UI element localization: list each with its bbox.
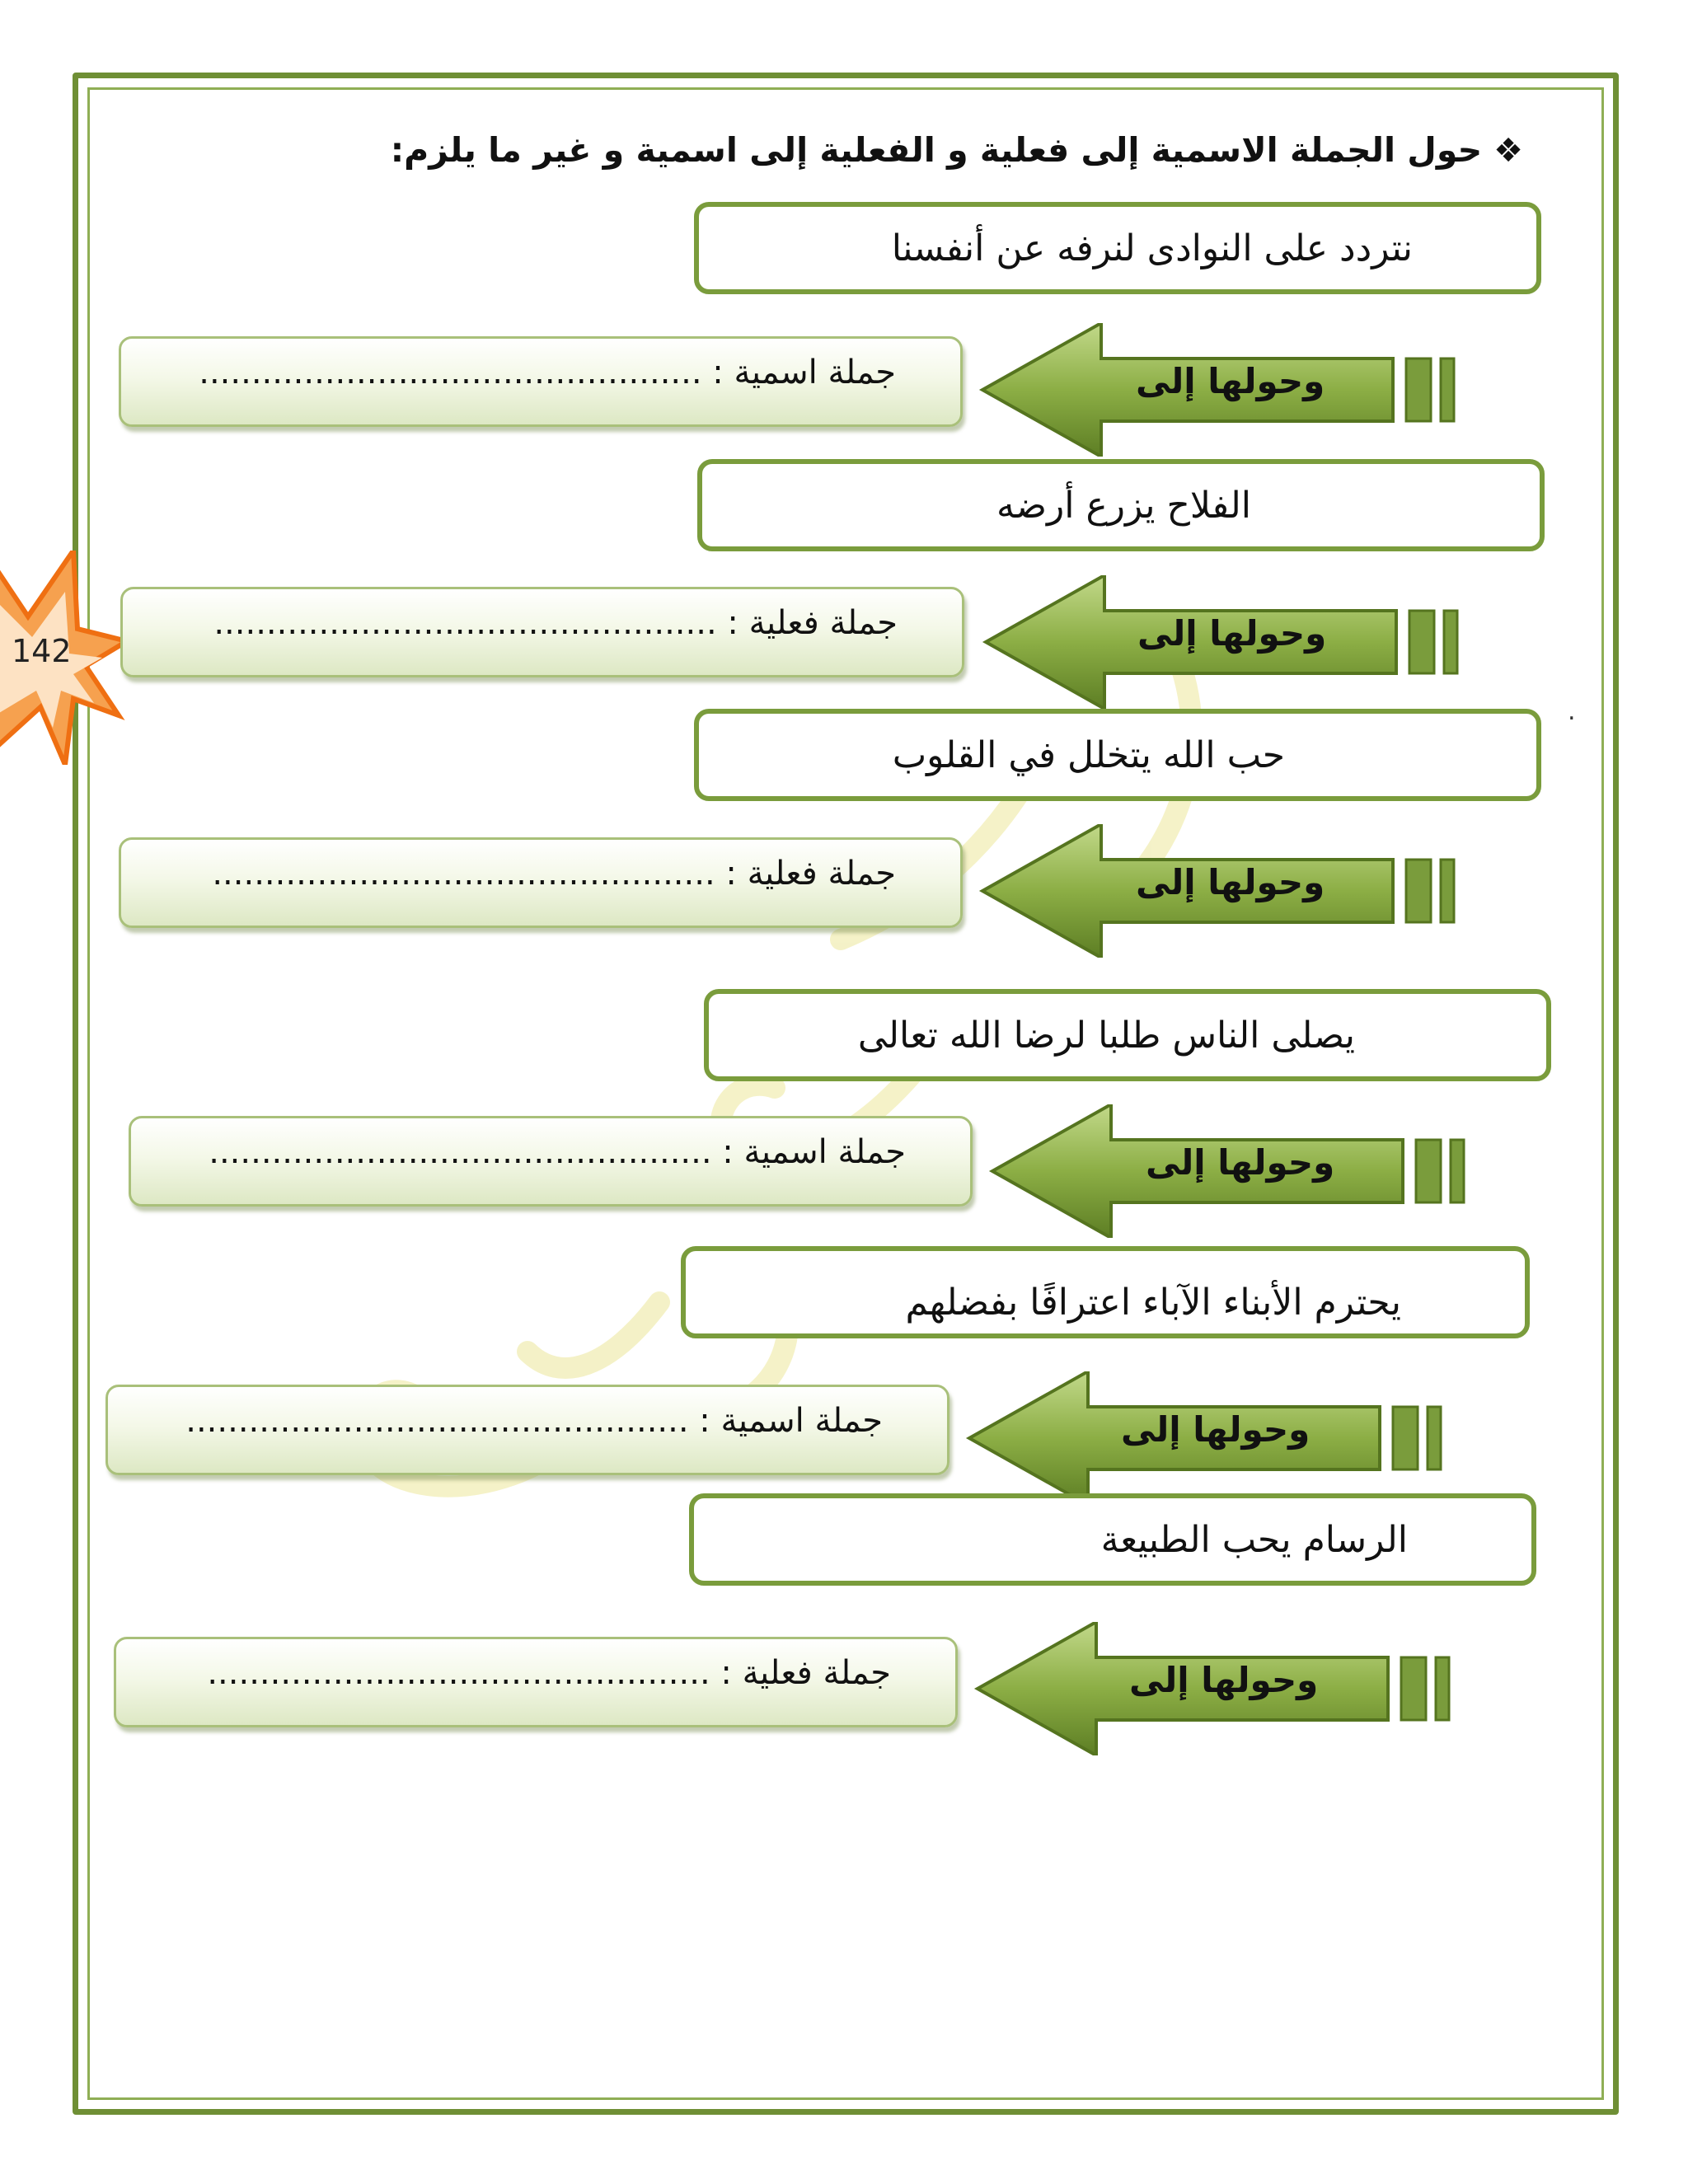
answer-box[interactable] <box>129 1116 973 1207</box>
answer-text: جملة فعلية : ................................................ <box>212 855 896 893</box>
source-sentence-box <box>694 709 1541 801</box>
source-sentence: حب الله يتخلل في القلوب <box>892 733 1285 776</box>
source-sentence: الفلاح يزرع أرضه <box>996 484 1251 527</box>
source-sentence: يصلى الناس طلبا لرضا الله تعالى <box>857 1014 1355 1057</box>
source-sentence: الرسام يحب الطبيعة <box>1100 1518 1408 1561</box>
answer-text: جملة اسمية : ................................................ <box>199 354 896 391</box>
answer-box[interactable] <box>106 1385 950 1475</box>
convert-to-label: وحولها إلى <box>1121 1409 1311 1450</box>
source-sentence: يحترم الأبناء الآباء اعترافًا بفضلهم <box>905 1281 1401 1324</box>
answer-text: جملة اسمية : ................................................ <box>185 1402 883 1440</box>
answer-box[interactable] <box>119 837 963 928</box>
bullet-icon: ❖ <box>1493 132 1523 170</box>
convert-to-label: وحولها إلى <box>1129 1660 1319 1700</box>
answer-text: جملة فعلية : ................................................ <box>207 1654 891 1692</box>
heading-text: حول الجملة الاسمية إلى فعلية و الفعلية إلى اسمية و غير ما يلزم: <box>390 130 1483 170</box>
source-sentence-box <box>681 1246 1530 1338</box>
answer-text: جملة اسمية : ................................................ <box>209 1133 906 1171</box>
convert-to-label: وحولها إلى <box>1136 862 1325 902</box>
page-number: 142 <box>12 633 72 669</box>
stray-dot: . <box>1568 697 1576 726</box>
convert-to-label: وحولها إلى <box>1136 361 1325 401</box>
source-sentence-box <box>704 989 1551 1081</box>
source-sentence-box <box>694 202 1541 294</box>
source-sentence-box <box>697 459 1545 551</box>
answer-box[interactable] <box>114 1637 958 1727</box>
answer-text: جملة فعلية : ................................................ <box>213 604 898 642</box>
source-sentence-box <box>689 1493 1536 1586</box>
convert-to-label: وحولها إلى <box>1137 613 1327 654</box>
answer-box[interactable] <box>119 336 963 427</box>
answer-box[interactable] <box>120 587 964 677</box>
source-sentence: نتردد على النوادى لنرفه عن أنفسنا <box>891 227 1413 269</box>
instruction-heading <box>287 130 1523 170</box>
convert-to-label: وحولها إلى <box>1146 1142 1335 1183</box>
